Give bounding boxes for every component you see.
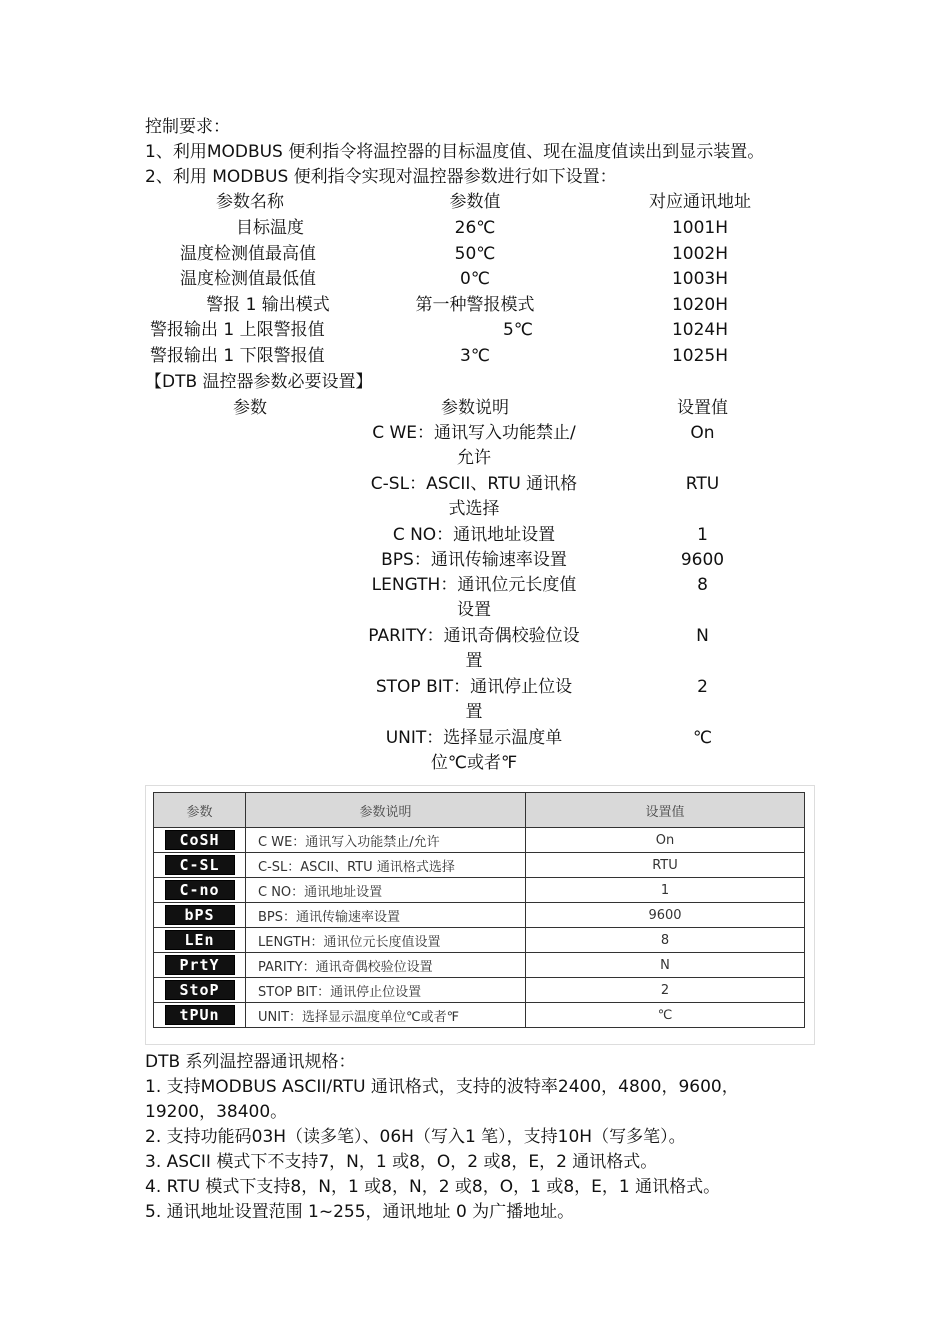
dtb-row-desc: C WE：通讯写入功能禁止/允许 (372, 423, 576, 468)
settings-row-value: 26℃ (454, 218, 496, 238)
row-desc: C NO：通讯地址设置 (246, 878, 526, 903)
settings-row-name: 温度检测值最高值 (180, 244, 316, 264)
spec-title: DTB 系列温控器通讯规格： (145, 1052, 356, 1072)
table-row (154, 878, 805, 903)
table-row (154, 928, 805, 953)
dtb-row-desc: C NO：通讯地址设置 (392, 525, 556, 545)
requirement-line-2: 2、利用 MODBUS 便利指令实现对温控器参数进行如下设置： (145, 167, 617, 187)
settings-header-address: 对应通讯地址 (649, 192, 751, 212)
settings-row-address: 1020H (671, 295, 729, 315)
row-value: On (526, 828, 805, 853)
dtb-row-value: 9600 (680, 550, 725, 570)
col-header-desc: 参数说明 (246, 793, 526, 828)
settings-row-value: 5℃ (503, 320, 533, 340)
dtb-row-value: ℃ (692, 728, 713, 748)
settings-header-value: 参数值 (449, 192, 501, 212)
row-desc: STOP BIT：通讯停止位设置 (246, 978, 526, 1003)
settings-row-name: 警报 1 输出模式 (206, 295, 330, 315)
dtb-row-desc: BPS：通讯传输速率设置 (381, 550, 567, 570)
settings-row-name: 温度检测值最低值 (180, 269, 316, 289)
settings-row-name: 警报输出 1 上限警报值 (150, 320, 325, 340)
spec-item: 5. 通讯地址设置范围 1~255，通讯地址 0 为广播地址。 (145, 1202, 575, 1222)
dtb-header-param: 参数 (233, 398, 267, 418)
table-row (154, 978, 805, 1003)
seven-segment-code: tPUn (165, 1005, 235, 1025)
parameter-table-image (145, 785, 815, 1045)
dtb-header-value: 设置值 (677, 398, 728, 418)
settings-row-name: 目标温度 (236, 218, 304, 238)
settings-row-value: 第一种警报模式 (415, 295, 535, 315)
dtb-row-value: RTU (685, 474, 720, 494)
dtb-row-desc: PARITY：通讯奇偶校验位设置 (368, 626, 580, 671)
settings-row-address: 1025H (671, 346, 729, 366)
settings-row-address: 1002H (671, 244, 729, 264)
table-row (154, 1003, 805, 1028)
dtb-row-desc: UNIT：选择显示温度单位℃或者℉ (385, 728, 563, 773)
dtb-row-value: 8 (697, 575, 708, 595)
dtb-row-desc: STOP BIT：通讯停止位设置 (375, 677, 573, 722)
seven-segment-code: C-no (165, 880, 235, 900)
col-header-value: 设置值 (526, 793, 805, 828)
row-value: 8 (526, 928, 805, 953)
table-row (154, 853, 805, 878)
settings-row-address: 1003H (671, 269, 729, 289)
settings-row-value: 0℃ (460, 269, 490, 289)
row-desc: PARITY：通讯奇偶校验位设置 (246, 953, 526, 978)
settings-row-value: 50℃ (454, 244, 496, 264)
spec-item: 19200，38400。 (145, 1102, 288, 1122)
table-row (154, 828, 805, 853)
seven-segment-code: PrtY (165, 955, 235, 975)
requirement-line-1: 1、利用MODBUS 便利指令将温控器的目标温度值、现在温度值读出到显示装置。 (145, 142, 765, 162)
row-value: 9600 (526, 903, 805, 928)
row-value: 1 (526, 878, 805, 903)
row-desc: C WE：通讯写入功能禁止/允许 (246, 828, 526, 853)
row-value: RTU (526, 853, 805, 878)
parameter-table (153, 792, 805, 1028)
row-desc: LENGTH：通讯位元长度值设置 (246, 928, 526, 953)
settings-row-name: 警报输出 1 下限警报值 (150, 346, 325, 366)
col-header-param: 参数 (154, 793, 246, 828)
spec-item: 2. 支持功能码03H（读多笔）、06H（写入1 笔），支持10H（写多笔）。 (145, 1127, 686, 1147)
row-value: N (526, 953, 805, 978)
heading-control-requirements: 控制要求： (145, 117, 230, 137)
spec-item: 3. ASCII 模式下不支持7，N，1 或8，O，2 或8，E，2 通讯格式。 (145, 1152, 658, 1172)
settings-row-value: 3℃ (460, 346, 490, 366)
seven-segment-code: CoSH (165, 830, 235, 850)
spec-item: 4. RTU 模式下支持8，N，1 或8，N，2 或8，O，1 或8，E，1 通讯格式。 (145, 1177, 721, 1197)
settings-row-address: 1001H (671, 218, 729, 238)
dtb-row-desc: LENGTH：通讯位元长度值设置 (371, 575, 577, 620)
row-value: 2 (526, 978, 805, 1003)
row-value: ℃ (526, 1003, 805, 1028)
dtb-row-value: N (696, 626, 709, 646)
seven-segment-code: StoP (165, 980, 235, 1000)
table-row (154, 953, 805, 978)
dtb-row-value: 2 (697, 677, 708, 697)
table-row (154, 903, 805, 928)
seven-segment-code: LEn (165, 930, 235, 950)
row-desc: C-SL：ASCII、RTU 通讯格式选择 (246, 853, 526, 878)
seven-segment-code: C-SL (165, 855, 235, 875)
spec-item: 1. 支持MODBUS ASCII/RTU 通讯格式，支持的波特率2400，4800，9600， (145, 1077, 739, 1097)
dtb-row-desc: C-SL：ASCII、RTU 通讯格式选择 (370, 474, 578, 519)
settings-header-name: 参数名称 (216, 192, 284, 212)
row-desc: UNIT：选择显示温度单位℃或者℉ (246, 1003, 526, 1028)
dtb-section-title: 【DTB 温控器参数必要设置】 (145, 372, 373, 392)
dtb-row-value: 1 (697, 525, 708, 545)
settings-row-address: 1024H (671, 320, 729, 340)
row-desc: BPS：通讯传输速率设置 (246, 903, 526, 928)
dtb-header-desc: 参数说明 (441, 398, 509, 418)
seven-segment-code: bPS (165, 905, 235, 925)
dtb-row-value: On (690, 423, 715, 443)
